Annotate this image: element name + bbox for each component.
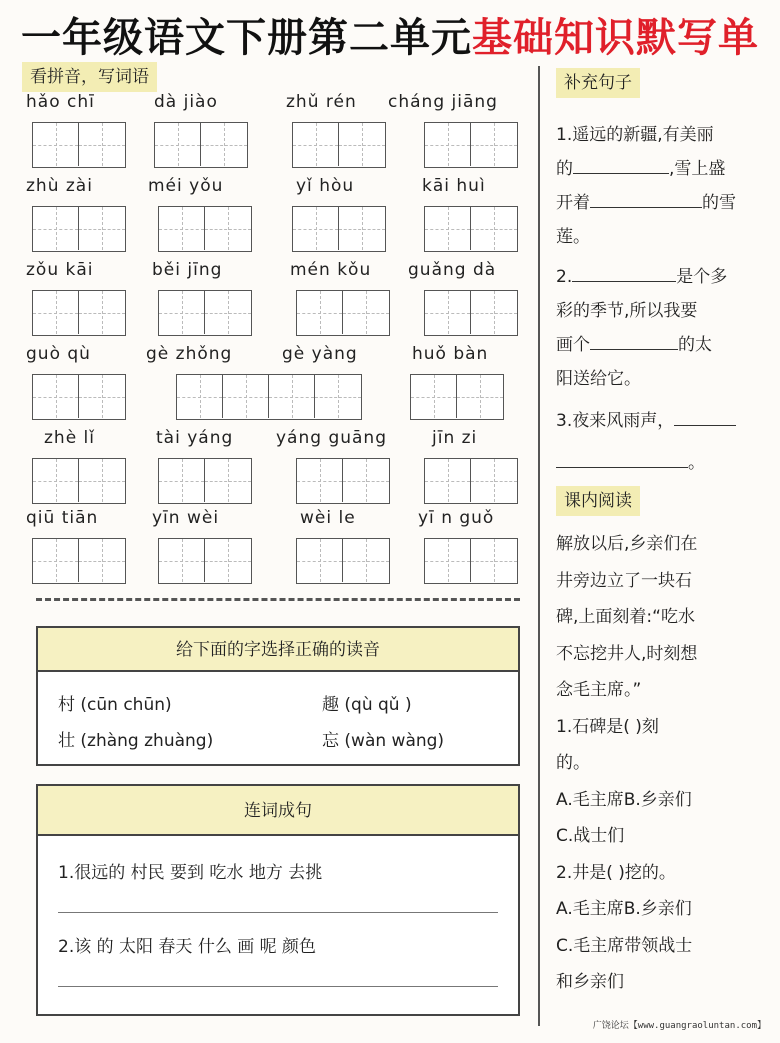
grid-cell[interactable] [205, 207, 251, 250]
grid-cell[interactable] [425, 291, 471, 334]
pronunciation-item: 趣 (qù qǔ ) [322, 695, 412, 715]
sentence-question-2: 2.该 的 太阳 春天 什么 画 呢 颜色 [58, 937, 317, 957]
grid-cell[interactable] [33, 123, 79, 166]
grid-cell[interactable] [339, 207, 385, 250]
q2-text: 的太 [678, 335, 712, 355]
pinyin-word: wèi le [300, 508, 356, 528]
pinyin-word: cháng jiāng [388, 92, 498, 112]
pinyin-word: yáng guāng [276, 428, 387, 448]
grid-cell[interactable] [79, 375, 125, 418]
reading-line: 2.井是( )挖的。 [556, 862, 676, 883]
pinyin-word: zhè lǐ [44, 428, 96, 448]
writing-grid[interactable] [296, 538, 390, 584]
reading-line: A.毛主席B.乡亲们 [556, 789, 692, 810]
grid-cell[interactable] [159, 459, 205, 502]
q1-text: ,雪上盛 [669, 159, 726, 179]
grid-cell[interactable] [293, 123, 339, 166]
q1-line [556, 152, 766, 186]
grid-cell[interactable] [223, 375, 269, 418]
writing-grid[interactable] [32, 538, 126, 584]
grid-cell[interactable] [297, 539, 343, 582]
grid-cell[interactable] [297, 291, 343, 334]
pinyin-word: hǎo chī [26, 92, 95, 112]
q1-line: 1.遥远的新疆,有美丽 [556, 125, 714, 145]
q3-line [556, 446, 766, 480]
reading-line: 1.石碑是( )刻 [556, 716, 659, 737]
blank[interactable] [556, 448, 688, 468]
blank[interactable] [590, 330, 678, 350]
pinyin-word: zhù zài [26, 176, 93, 196]
dashed-separator [36, 598, 520, 601]
writing-grid[interactable] [158, 206, 252, 252]
q3-text: 。 [688, 453, 705, 473]
pinyin-word: yīn wèi [152, 508, 220, 528]
pronunciation-item: 壮 (zhàng zhuàng) [58, 731, 214, 751]
reading-line: 和乡亲们 [556, 972, 624, 992]
pinyin-word: huǒ bàn [412, 344, 489, 364]
pinyin-word: guǎng dà [408, 260, 497, 280]
grid-cell[interactable] [33, 539, 79, 582]
pronunciation-title: 给下面的字选择正确的读音 [38, 628, 518, 672]
q1-text: 的 [556, 159, 573, 179]
grid-cell[interactable] [343, 459, 389, 502]
grid-cell[interactable] [79, 291, 125, 334]
pinyin-word: kāi huì [422, 176, 486, 196]
pinyin-word: mén kǒu [290, 260, 372, 280]
grid-cell[interactable] [177, 375, 223, 418]
grid-cell[interactable] [471, 123, 517, 166]
q1-line [556, 186, 766, 220]
grid-cell[interactable] [425, 539, 471, 582]
q1-text: 开着 [556, 193, 590, 213]
pinyin-word: guò qù [26, 344, 91, 364]
pinyin-word: zhǔ rén [286, 92, 357, 112]
reading-line: 解放以后,乡亲们在 [556, 534, 698, 554]
reading-label: 课内阅读 [556, 486, 640, 516]
blank[interactable] [572, 262, 676, 282]
pinyin-word: yī n guǒ [418, 508, 495, 528]
writing-grid[interactable] [424, 122, 518, 168]
section-pinyin-label: 看拼音，写词语 [22, 62, 157, 92]
writing-grid[interactable] [176, 374, 362, 420]
pinyin-word: qiū tiān [26, 508, 99, 528]
grid-cell[interactable] [159, 291, 205, 334]
writing-grid[interactable] [296, 290, 390, 336]
writing-grid[interactable] [158, 290, 252, 336]
writing-grid[interactable] [292, 122, 386, 168]
grid-cell[interactable] [269, 375, 315, 418]
sentence-title: 连词成句 [38, 786, 518, 836]
title-part1: 一年级语文下册第二单元 [21, 15, 472, 61]
sentence-question-1: 1.很远的 村民 要到 吃水 地方 去挑 [58, 863, 323, 883]
column-divider [538, 66, 540, 1026]
grid-cell[interactable] [205, 291, 251, 334]
q2-line: 彩的季节,所以我要 [556, 301, 698, 321]
grid-cell[interactable] [33, 375, 79, 418]
writing-grid[interactable] [424, 458, 518, 504]
grid-cell[interactable] [293, 207, 339, 250]
pinyin-word: yǐ hòu [296, 176, 355, 196]
grid-cell[interactable] [457, 375, 503, 418]
grid-cell[interactable] [79, 539, 125, 582]
reading-line: 不忘挖井人,时刻想 [556, 643, 698, 664]
q2-line [556, 328, 766, 362]
q1-text: 的雪 [702, 193, 736, 213]
pinyin-word: zǒu kāi [26, 260, 94, 280]
sentence-box [36, 784, 520, 1016]
writing-grid[interactable] [32, 374, 126, 420]
grid-cell[interactable] [425, 207, 471, 250]
reading-line: 井旁边立了一块石 [556, 570, 692, 591]
reading-passage [556, 526, 766, 1001]
writing-grid[interactable] [158, 538, 252, 584]
q3-line [556, 404, 766, 438]
q2-text: 画个 [556, 335, 590, 355]
reading-line: 碑,上面刻着:“吃水 [556, 607, 695, 627]
blank[interactable] [590, 188, 702, 208]
writing-grid[interactable] [292, 206, 386, 252]
q1-line: 莲。 [556, 227, 590, 247]
grid-cell[interactable] [79, 123, 125, 166]
writing-grid[interactable] [158, 458, 252, 504]
grid-cell[interactable] [79, 459, 125, 502]
q2-line [556, 260, 766, 294]
grid-cell[interactable] [471, 459, 517, 502]
writing-grid[interactable] [32, 290, 126, 336]
pinyin-word: běi jīng [152, 260, 223, 280]
grid-cell[interactable] [343, 291, 389, 334]
q3-text: 3.夜来风雨声， [556, 411, 675, 431]
grid-cell[interactable] [155, 123, 201, 166]
writing-grid[interactable] [154, 122, 248, 168]
fill-sentence-label: 补充句子 [556, 68, 640, 98]
answer-line-1[interactable] [58, 912, 498, 913]
pinyin-word: gè zhǒng [146, 344, 233, 364]
grid-cell[interactable] [33, 459, 79, 502]
reading-line: 念毛主席。” [556, 680, 642, 700]
grid-cell[interactable] [425, 459, 471, 502]
page-title [0, 6, 780, 61]
writing-grid[interactable] [32, 458, 126, 504]
grid-cell[interactable] [315, 375, 361, 418]
grid-cell[interactable] [339, 123, 385, 166]
reading-line: C.战士们 [556, 826, 625, 846]
fill-sentence-q1 [556, 118, 766, 254]
title-part2: 基础知识默写单 [472, 15, 759, 61]
grid-cell[interactable] [205, 459, 251, 502]
footer-credit: 广饶论坛【www.guangraoluntan.com】 [592, 1021, 766, 1031]
pinyin-word: tài yáng [156, 428, 234, 448]
writing-grid[interactable] [296, 458, 390, 504]
reading-line: C.毛主席带领战士 [556, 935, 693, 956]
grid-cell[interactable] [425, 123, 471, 166]
pronunciation-box [36, 626, 520, 766]
q2-text: 2. [556, 267, 573, 287]
grid-cell[interactable] [79, 207, 125, 250]
grid-cell[interactable] [343, 539, 389, 582]
grid-cell[interactable] [33, 207, 79, 250]
grid-cell[interactable] [159, 539, 205, 582]
blank[interactable] [573, 154, 669, 174]
pinyin-word: méi yǒu [148, 176, 224, 196]
grid-cell[interactable] [471, 207, 517, 250]
pinyin-word: gè yàng [282, 344, 358, 364]
writing-grid[interactable] [32, 122, 126, 168]
grid-cell[interactable] [33, 291, 79, 334]
fill-sentence-q3 [556, 404, 766, 480]
writing-grid[interactable] [424, 290, 518, 336]
q2-text: 是个多 [676, 267, 728, 287]
answer-line-2[interactable] [58, 986, 498, 987]
writing-grid[interactable] [410, 374, 504, 420]
grid-cell[interactable] [159, 207, 205, 250]
reading-line: A.毛主席B.乡亲们 [556, 899, 692, 919]
pinyin-word: jīn zi [432, 428, 478, 448]
grid-cell[interactable] [201, 123, 247, 166]
pinyin-word: dà jiào [154, 92, 218, 112]
blank[interactable] [674, 406, 736, 426]
pronunciation-item: 村 (cūn chūn) [58, 695, 172, 715]
grid-cell[interactable] [471, 539, 517, 582]
fill-sentence-q2 [556, 260, 766, 396]
reading-line: 的。 [556, 753, 590, 773]
grid-cell[interactable] [205, 539, 251, 582]
q2-line: 阳送给它。 [556, 369, 641, 389]
writing-grid[interactable] [424, 206, 518, 252]
grid-cell[interactable] [297, 459, 343, 502]
writing-grid[interactable] [424, 538, 518, 584]
writing-grid[interactable] [32, 206, 126, 252]
pronunciation-item: 忘 (wàn wàng) [322, 731, 445, 751]
grid-cell[interactable] [411, 375, 457, 418]
grid-cell[interactable] [471, 291, 517, 334]
